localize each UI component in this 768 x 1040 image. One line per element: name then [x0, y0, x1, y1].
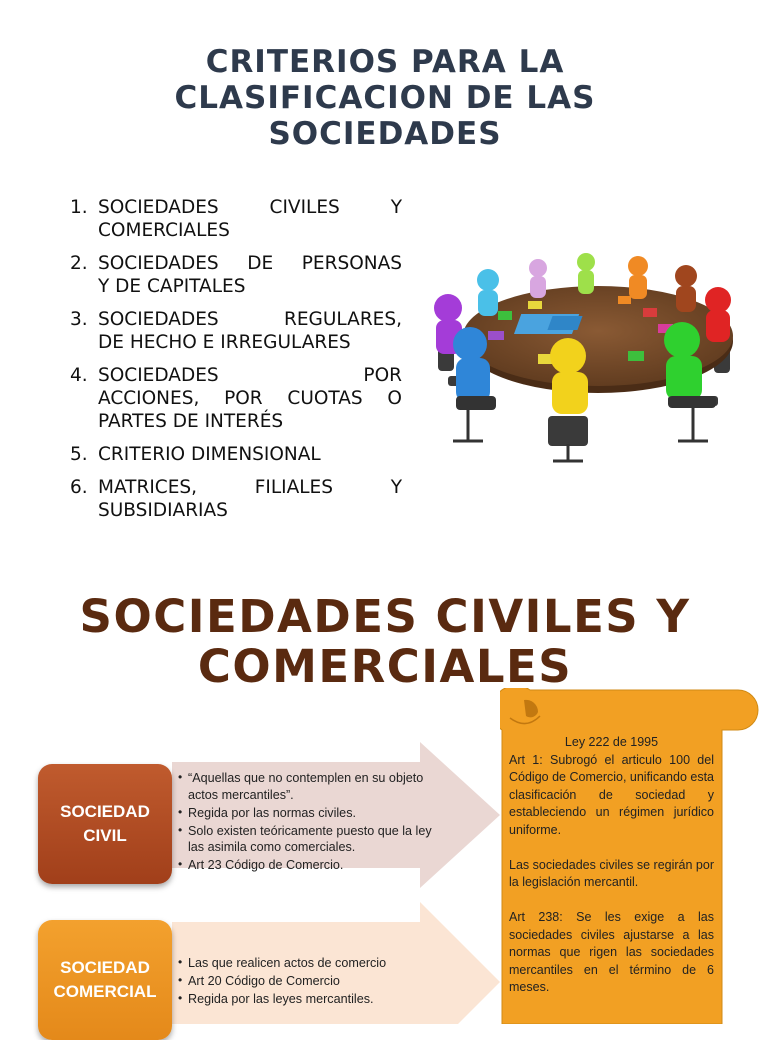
comercial-label-line2: COMERCIAL [53, 982, 157, 1001]
meeting-table-illustration [428, 246, 748, 468]
list-item-text-cont: COMERCIALES [98, 220, 230, 241]
list-item-text: SOCIEDADES CIVILES Y [98, 197, 402, 218]
list-item [70, 364, 402, 433]
list-number: 2. [70, 253, 88, 274]
list-number: 4. [70, 365, 88, 386]
list-item: • Art 20 Código de Comercio [178, 973, 436, 990]
list-number: 1. [70, 197, 88, 218]
scroll-paragraph: Art 238: Se les exige a las sociedades civiles ajustarse a las normas que rigen las sociedades mercantiles en el término de 6 meses. [509, 910, 714, 994]
list-item: • Regida por las normas civiles. [178, 805, 436, 822]
list-item-text: SOCIEDADES DE PERSONAS [98, 253, 402, 274]
comercial-bullets [178, 955, 436, 1009]
sociedad-comercial-box [38, 920, 172, 1040]
list-item: • Las que realicen actos de comercio [178, 955, 436, 972]
list-item-text: CRITERIO DIMENSIONAL [98, 444, 321, 465]
list-number: 6. [70, 477, 88, 498]
list-number: 5. [70, 444, 88, 465]
list-item-text-cont: PARTES DE INTERÉS [98, 411, 284, 432]
scroll-heading: Ley 222 de 1995 [564, 735, 659, 749]
list-item [70, 252, 402, 298]
list-item [70, 443, 402, 466]
criteria-list [70, 196, 402, 532]
sociedad-civil-box [38, 764, 172, 884]
list-item: • Solo existen teóricamente puesto que la ley las asimila como comerciales. [178, 823, 436, 856]
slide1-title: CRITERIOS PARA LA CLASIFICACION DE LAS SOCIEDADES [174, 44, 596, 152]
scroll-paragraph: Art 1: Subrogó el articulo 100 del Código de Comercio, unificando esta clasificación de sociedad y estableciendo un régimen jurídico uniforme. [509, 752, 714, 837]
list-number: 3. [70, 309, 88, 330]
list-item-text: MATRICES, FILIALES Y [98, 477, 402, 498]
slide2-title: SOCIEDADES CIVILES Y COMERCIALES [79, 590, 691, 693]
comercial-label-line1: SOCIEDAD [60, 958, 150, 977]
list-item-text-cont: Y DE CAPITALES [98, 276, 246, 297]
list-item-text: SOCIEDADES REGULARES, [98, 309, 402, 330]
list-item: • Regida por las leyes mercantiles. [178, 991, 436, 1008]
list-item [70, 196, 402, 242]
civil-label-line1: SOCIEDAD [60, 802, 150, 821]
civil-label-line2: CIVIL [83, 826, 127, 845]
list-item-text: SOCIEDADES POR [98, 365, 402, 386]
scroll-paragraph: Las sociedades civiles se regirán por la legislación mercantil. [509, 857, 714, 889]
list-item-text-cont: DE HECHO E IRREGULARES [98, 332, 351, 353]
list-item-text-mid: ACCIONES, POR CUOTAS O [98, 388, 402, 409]
list-item-text-cont: SUBSIDIARIAS [98, 500, 228, 521]
scroll-text [509, 734, 714, 997]
civil-bullets [178, 770, 436, 875]
list-item [70, 476, 402, 522]
list-item [70, 308, 402, 354]
list-item: • Art 23 Código de Comercio. [178, 857, 436, 874]
list-item: • “Aquellas que no contemplen en su objeto actos mercantiles”. [178, 770, 436, 803]
